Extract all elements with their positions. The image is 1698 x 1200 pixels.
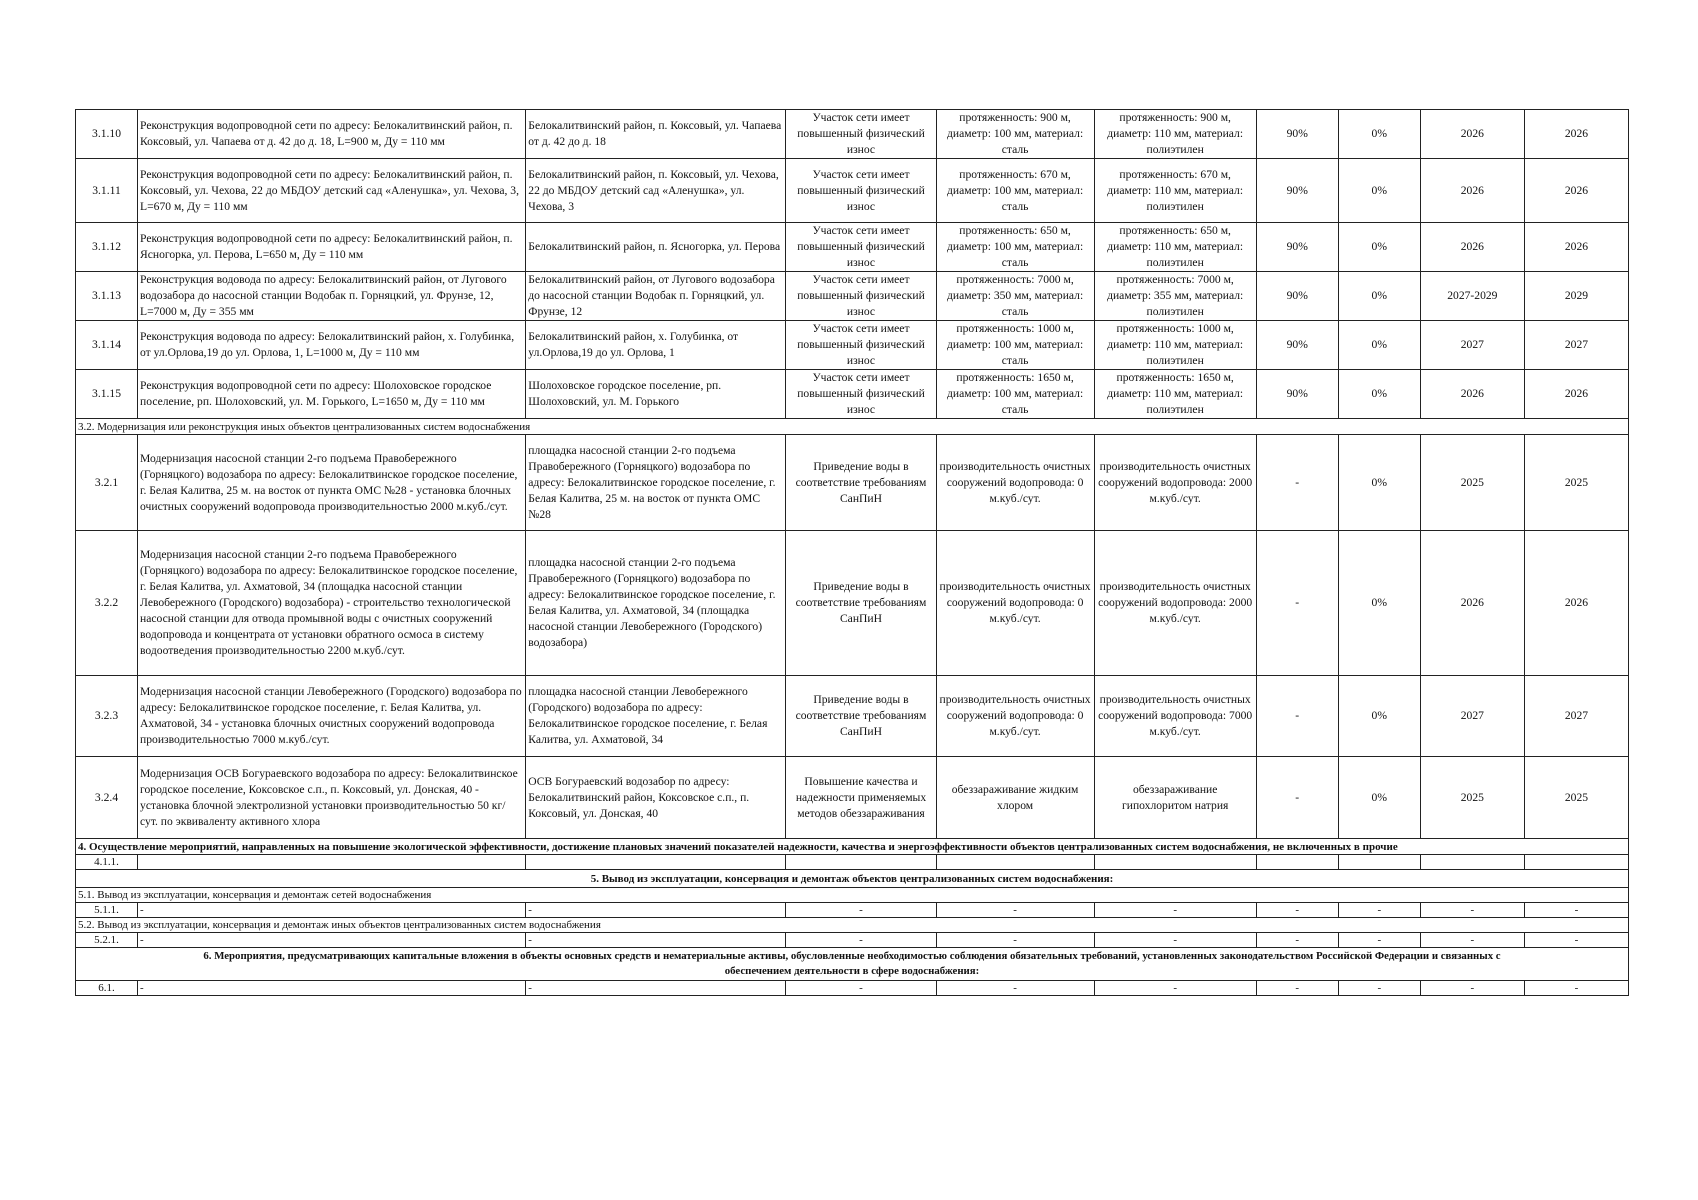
dash-cell: - [936,903,1094,918]
indicator-before: протяженность: 670 м, диаметр: 100 мм, материал: сталь [936,159,1094,223]
wear-after: 0% [1338,321,1420,370]
dash-cell: - [1420,933,1524,948]
row-number: 4.1.1. [76,855,138,870]
row-number: 3.2.4 [76,757,138,839]
dash-cell: - [1256,933,1338,948]
dash-cell: - [1338,933,1420,948]
measure-reason: Приведение воды в соответствие требованиям СанПиН [786,676,936,757]
measure-name: Модернизация насосной станции 2-го подъема Правобережного (Горняцкого) водозабора по адресу: Белокалитвинское городское поселение, г. Белая Калитва, 25 м. на восток от пункта ОМС №28 - установка блочных очистных сооружений водопровода производительностью 2000 м.куб./сут. [138,435,526,531]
wear-before: - [1256,676,1338,757]
dash-cell: - [1338,903,1420,918]
commissioning-year: 2025 [1524,757,1628,839]
row-number: 3.1.10 [76,110,138,159]
measure-location: площадка насосной станции 2-го подъема Правобережного (Горняцкого) водозабора по адресу: Белокалитвинское городское поселение, г. Белая Калитва, 25 м. на восток от пункта ОМС №28 [526,435,786,531]
section-5-1-title: 5.1. Вывод из эксплуатации, консервация и демонтаж сетей водоснабжения [76,888,1629,903]
dash-cell: - [1524,933,1628,948]
dash-cell: - [786,903,936,918]
empty-cell [936,855,1094,870]
measure-location: Шолоховское городское поселение, рп. Шолоховский, ул. М. Горького [526,370,786,419]
dash-cell: - [138,933,526,948]
measure-reason: Участок сети имеет повышенный физический износ [786,370,936,419]
commissioning-year: 2026 [1524,110,1628,159]
dash-cell: - [1524,981,1628,996]
table-row [76,321,1629,370]
measure-name: Реконструкция водопроводной сети по адресу: Белокалитвинский район, п. Ясногорка, ул. Перова, L=650 м, Ду = 110 мм [138,223,526,272]
implementation-period: 2026 [1420,370,1524,419]
dash-cell: - [138,981,526,996]
commissioning-year: 2026 [1524,531,1628,676]
measure-name: Реконструкция водопроводной сети по адресу: Белокалитвинский район, п. Коксовый, ул. Чапаева от д. 42 до д. 18, L=900 м, Ду = 110 мм [138,110,526,159]
wear-after: 0% [1338,757,1420,839]
indicator-before: протяженность: 650 м, диаметр: 100 мм, материал: сталь [936,223,1094,272]
dash-cell: - [1338,981,1420,996]
row-number: 3.2.1 [76,435,138,531]
commissioning-year: 2025 [1524,435,1628,531]
wear-before: 90% [1256,159,1338,223]
row-number: 3.2.2 [76,531,138,676]
row-number: 5.2.1. [76,933,138,948]
row-number: 3.1.11 [76,159,138,223]
measure-name: Реконструкция водовода по адресу: Белокалитвинский район, от Лугового водозабора до насосной станции Водобак п. Горняцкий, ул. Фрунзе, 12, L=7000 м, Ду = 355 мм [138,272,526,321]
empty-cell [1420,855,1524,870]
indicator-after: протяженность: 1000 м, диаметр: 110 мм, материал: полиэтилен [1094,321,1256,370]
dash-cell: - [786,981,936,996]
implementation-period: 2026 [1420,110,1524,159]
row-number: 3.1.14 [76,321,138,370]
measure-reason: Повышение качества и надежности применяемых методов обеззараживания [786,757,936,839]
row-number: 3.1.12 [76,223,138,272]
section-3-2-title: 3.2. Модернизация или реконструкция иных объектов централизованных систем водоснабжения [76,419,1629,435]
measure-name: Реконструкция водопроводной сети по адресу: Шолоховское городское поселение, рп. Шолоховский, ул. М. Горького, L=1650 м, Ду = 110 мм [138,370,526,419]
wear-before: 90% [1256,272,1338,321]
table-body [76,110,1629,996]
wear-after: 0% [1338,223,1420,272]
indicator-before: протяженность: 1000 м, диаметр: 100 мм, материал: сталь [936,321,1094,370]
implementation-period: 2026 [1420,159,1524,223]
investment-program-table [75,109,1629,996]
empty-cell [1094,855,1256,870]
wear-before: 90% [1256,370,1338,419]
table-row [76,933,1629,948]
indicator-before: производительность очистных сооружений водопровода: 0 м.куб./сут. [936,676,1094,757]
indicator-after: протяженность: 1650 м, диаметр: 110 мм, материал: полиэтилен [1094,370,1256,419]
wear-before: - [1256,757,1338,839]
indicator-after: производительность очистных сооружений водопровода: 2000 м.куб./сут. [1094,531,1256,676]
table-row [76,435,1629,531]
measure-name: Модернизация насосной станции 2-го подъема Правобережного (Горняцкого) водозабора по адресу: Белокалитвинское городское поселение, г. Белая Калитва, ул. Ахматовой, 34 (площадка насосной станции Левобережного (Городского) водозабора) - строительство технологической насосной станции для отвода промывной воды с очистных сооружений водопровода и концентрата от установки обратного осмоса в систему водоотведения производительностью 2200 м.куб./сут. [138,531,526,676]
measure-name: Реконструкция водовода по адресу: Белокалитвинский район, х. Голубинка, от ул.Орлова,19 до ул. Орлова, 1, L=1000 м, Ду = 110 мм [138,321,526,370]
measure-reason: Участок сети имеет повышенный физический износ [786,223,936,272]
table-row [76,757,1629,839]
empty-cell [786,855,936,870]
dash-cell: - [936,981,1094,996]
measure-location: Белокалитвинский район, х. Голубинка, от ул.Орлова,19 до ул. Орлова, 1 [526,321,786,370]
indicator-after: протяженность: 7000 м, диаметр: 355 мм, материал: полиэтилен [1094,272,1256,321]
indicator-before: обеззараживание жидким хлором [936,757,1094,839]
indicator-after: протяженность: 900 м, диаметр: 110 мм, материал: полиэтилен [1094,110,1256,159]
implementation-period: 2027-2029 [1420,272,1524,321]
wear-before: - [1256,531,1338,676]
dash-cell: - [1420,903,1524,918]
table-row [76,272,1629,321]
section-row [76,870,1629,888]
row-number: 6.1. [76,981,138,996]
section-row [76,839,1629,855]
measure-location: площадка насосной станции 2-го подъема Правобережного (Горняцкого) водозабора по адресу: Белокалитвинское городское поселение, г. Белая Калитва, ул. Ахматовой, 34 (площадка насосной станции Левобережного (Городского) водозабора) [526,531,786,676]
measure-reason: Участок сети имеет повышенный физический износ [786,321,936,370]
section-5-2-title: 5.2. Вывод из эксплуатации, консервация и демонтаж иных объектов централизованных систем водоснабжения [76,918,1629,933]
row-number: 3.2.3 [76,676,138,757]
section-row [76,419,1629,435]
wear-after: 0% [1338,370,1420,419]
empty-cell [526,855,786,870]
measure-reason: Участок сети имеет повышенный физический износ [786,159,936,223]
implementation-period: 2027 [1420,676,1524,757]
dash-cell: - [1256,903,1338,918]
measure-reason: Участок сети имеет повышенный физический износ [786,110,936,159]
row-number: 5.1.1. [76,903,138,918]
dash-cell: - [1094,903,1256,918]
table-row [76,855,1629,870]
wear-before: 90% [1256,110,1338,159]
dash-cell: - [526,903,786,918]
wear-after: 0% [1338,435,1420,531]
row-number: 3.1.13 [76,272,138,321]
measure-name: Модернизация насосной станции Левобережного (Городского) водозабора по адресу: Белокалитвинское городское поселение, г. Белая Калитва, ул. Ахматовой, 34 - установка блочных очистных сооружений водопровода производительностью 7000 м.куб./сут. [138,676,526,757]
row-number: 3.1.15 [76,370,138,419]
measure-location: площадка насосной станции Левобережного (Городского) водозабора по адресу: Белокалитвинское городское поселение, г. Белая Калитва, ул. Ахматовой, 34 [526,676,786,757]
section-5-title: 5. Вывод из эксплуатации, консервация и демонтаж объектов централизованных систем водоснабжения: [76,870,1629,888]
empty-cell [1338,855,1420,870]
dash-cell: - [936,933,1094,948]
commissioning-year: 2026 [1524,223,1628,272]
measure-reason: Приведение воды в соответствие требованиям СанПиН [786,531,936,676]
wear-after: 0% [1338,272,1420,321]
measure-reason: Участок сети имеет повышенный физический износ [786,272,936,321]
section-4-title: 4. Осуществление мероприятий, направленных на повышение экологической эффективности, достижение плановых значений показателей надежности, качества и энергоэффективности объектов централизованных систем водоснабжения, не включенных в прочие [76,839,1629,855]
table-row [76,981,1629,996]
table-row [76,223,1629,272]
indicator-after: производительность очистных сооружений водопровода: 7000 м.куб./сут. [1094,676,1256,757]
table-row [76,110,1629,159]
dash-cell: - [1256,981,1338,996]
empty-cell [1256,855,1338,870]
dash-cell: - [1420,981,1524,996]
indicator-after: производительность очистных сооружений водопровода: 2000 м.куб./сут. [1094,435,1256,531]
measure-location: ОСВ Богураевский водозабор по адресу: Белокалитвинский район, Коксовское с.п., п. Коксовый, ул. Донская, 40 [526,757,786,839]
table-row [76,370,1629,419]
commissioning-year: 2027 [1524,676,1628,757]
measure-location: Белокалитвинский район, п. Ясногорка, ул. Перова [526,223,786,272]
section-6-line-2: обеспечением деятельности в сфере водоснабжения: [724,965,980,977]
wear-before: 90% [1256,321,1338,370]
measure-name: Реконструкция водопроводной сети по адресу: Белокалитвинский район, п. Коксовый, ул. Чехова, 22 до МБДОУ детский сад «Аленушка», ул. Чехова, 3, L=670 м, Ду = 110 мм [138,159,526,223]
wear-after: 0% [1338,531,1420,676]
indicator-after: обеззараживание гипохлоритом натрия [1094,757,1256,839]
dash-cell: - [526,981,786,996]
table-row [76,531,1629,676]
commissioning-year: 2029 [1524,272,1628,321]
table-row [76,159,1629,223]
dash-cell: - [138,903,526,918]
empty-cell [138,855,526,870]
section-6-line-1: 6. Мероприятия, предусматривающих капитальные вложения в объекты основных средств и нематериальные активы, обусловленные необходимостью соблюдения обязательных требований, установленных законодательством Российской Федерации и связанных с [203,950,1501,962]
implementation-period: 2027 [1420,321,1524,370]
measure-location: Белокалитвинский район, п. Коксовый, ул. Чехова, 22 до МБДОУ детский сад «Аленушка», ул. Чехова, 3 [526,159,786,223]
section-row [76,888,1629,903]
wear-after: 0% [1338,110,1420,159]
implementation-period: 2025 [1420,435,1524,531]
dash-cell: - [786,933,936,948]
section-row [76,948,1629,981]
indicator-before: производительность очистных сооружений водопровода: 0 м.куб./сут. [936,531,1094,676]
measure-location: Белокалитвинский район, п. Коксовый, ул. Чапаева от д. 42 до д. 18 [526,110,786,159]
indicator-before: протяженность: 1650 м, диаметр: 100 мм, материал: сталь [936,370,1094,419]
implementation-period: 2026 [1420,223,1524,272]
measure-name: Модернизация ОСВ Богураевского водозабора по адресу: Белокалитвинское городское поселение, Коксовское с.п., п. Коксовый, ул. Донская, 40 - установка блочной электролизной установки производительностью 50 кг/сут. по эквиваленту активного хлора [138,757,526,839]
implementation-period: 2026 [1420,531,1524,676]
indicator-before: протяженность: 7000 м, диаметр: 350 мм, материал: сталь [936,272,1094,321]
measure-location: Белокалитвинский район, от Лугового водозабора до насосной станции Водобак п. Горняцкий, ул. Фрунзе, 12 [526,272,786,321]
indicator-before: протяженность: 900 м, диаметр: 100 мм, материал: сталь [936,110,1094,159]
empty-cell [1524,855,1628,870]
wear-before: - [1256,435,1338,531]
section-row [76,918,1629,933]
measure-reason: Приведение воды в соответствие требованиям СанПиН [786,435,936,531]
indicator-before: производительность очистных сооружений водопровода: 0 м.куб./сут. [936,435,1094,531]
table-row [76,903,1629,918]
wear-after: 0% [1338,159,1420,223]
dash-cell: - [1094,981,1256,996]
indicator-after: протяженность: 670 м, диаметр: 110 мм, материал: полиэтилен [1094,159,1256,223]
implementation-period: 2025 [1420,757,1524,839]
section-6-title [76,948,1629,981]
dash-cell: - [526,933,786,948]
dash-cell: - [1094,933,1256,948]
indicator-after: протяженность: 650 м, диаметр: 110 мм, материал: полиэтилен [1094,223,1256,272]
commissioning-year: 2027 [1524,321,1628,370]
wear-after: 0% [1338,676,1420,757]
commissioning-year: 2026 [1524,370,1628,419]
commissioning-year: 2026 [1524,159,1628,223]
wear-before: 90% [1256,223,1338,272]
table-row [76,676,1629,757]
dash-cell: - [1524,903,1628,918]
